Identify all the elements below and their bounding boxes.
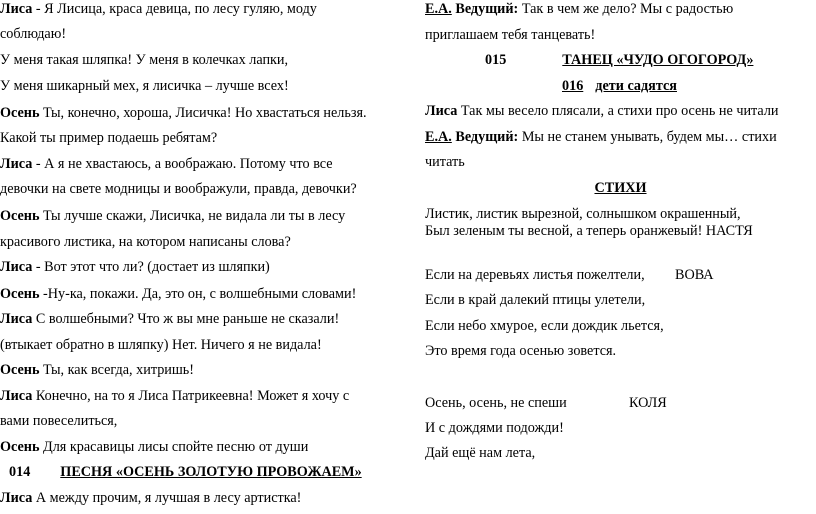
speaker: Лиса <box>0 311 33 327</box>
dance-title: ТАНЕЦ «ЧУДО ОГОГОРОД» <box>562 52 754 68</box>
line: Лиса - А я не хвастаюсь, а воображаю. Потому что все <box>0 156 333 172</box>
speaker: Осень <box>0 439 40 455</box>
line: Лиса С волшебными? Что ж вы мне раньше не сказали! <box>0 311 340 327</box>
line: Если небо хмурое, если дождик льется, <box>425 318 664 334</box>
line: Лиса - Вот этот что ли? (достает из шляпки) <box>0 259 270 275</box>
speaker: Лиса <box>0 388 33 404</box>
line: Если на деревьях листья пожелтели, ВОВА <box>425 267 714 283</box>
line: Осень, осень, не спеши КОЛЯ <box>425 395 667 411</box>
line: вами повеселиться, <box>0 413 118 429</box>
poems-heading: СТИХИ <box>594 180 647 196</box>
speaker: Осень <box>0 362 40 378</box>
line: Какой ты пример подаешь ребятам? <box>0 130 218 146</box>
dance-heading <box>485 51 753 69</box>
line: читать <box>425 154 465 170</box>
line: (втыкает обратно в шляпку) Нет. Ничего я не видала! <box>0 337 322 353</box>
speaker: Лиса <box>0 1 33 17</box>
song-title: ПЕСНЯ «ОСЕНЬ ЗОЛОТУЮ ПРОВОЖАЕМ» <box>60 464 362 480</box>
speaker: Осень <box>0 208 40 224</box>
speaker: Лиса <box>425 103 458 119</box>
line: Это время года осенью зовется. <box>425 343 617 359</box>
speaker: Лиса <box>0 259 33 275</box>
line: Лиса Конечно, на то я Лиса Патрикеевна! Может я хочу с <box>0 388 350 404</box>
line: Осень Ты лучше скажи, Лисичка, не видала ли ты в лесу <box>0 208 346 224</box>
line: Если в край далекий птицы улетели, <box>425 292 646 308</box>
item-number: 015 <box>485 52 507 68</box>
line: И с дождями подожди! <box>425 420 564 436</box>
item-number: 014 <box>9 464 31 480</box>
speaker: Лиса <box>0 156 33 172</box>
speaker: Е.А. <box>425 129 452 145</box>
line: Был зеленым ты весной, а теперь оранжевый! НАСТЯ <box>425 223 753 239</box>
sit-title: дети садятся <box>595 78 677 94</box>
reader-name: ВОВА <box>675 267 714 283</box>
line: Лиса - Я Лисица, краса девица, по лесу гуляю, моду <box>0 1 317 17</box>
line: Листик, листик вырезной, солнышком окрашенный, <box>425 206 741 222</box>
speaker: Осень <box>0 105 40 121</box>
line: Лиса А между прочим, я лучшая в лесу артистка! <box>0 490 302 506</box>
role: Ведущий: <box>451 129 519 145</box>
line: Осень Ты, конечно, хороша, Лисичка! Но хвастаться нельзя. <box>0 105 367 121</box>
sit-heading <box>562 77 677 95</box>
reader-name: КОЛЯ <box>629 395 667 411</box>
line: приглашаем тебя танцевать! <box>425 27 596 43</box>
speaker: Осень <box>0 286 40 302</box>
song-heading <box>9 463 362 481</box>
line: Е.А. Ведущий: Так в чем же дело? Мы с радостью <box>425 1 734 17</box>
line: Лиса Так мы весело плясали, а стихи про осень не читали <box>425 103 779 119</box>
speaker: Е.А. <box>425 1 452 17</box>
line: Е.А. Ведущий: Мы не станем унывать, будем мы… стихи <box>425 129 777 145</box>
line: Осень -Ну-ка, покажи. Да, это он, с волшебными словами! <box>0 286 357 302</box>
role: Ведущий: <box>451 1 519 17</box>
line: Осень Ты, как всегда, хитришь! <box>0 362 195 378</box>
line: У меня шикарный мех, я лисичка – лучше всех! <box>0 78 289 94</box>
speaker: Лиса <box>0 490 33 506</box>
line: соблюдаю! <box>0 26 67 42</box>
line: девочки на свете модницы и воображули, правда, девочки? <box>0 181 357 197</box>
line: Дай ещё нам лета, <box>425 445 536 461</box>
item-number: 016 <box>562 78 584 94</box>
line: красивого листика, на котором написаны слова? <box>0 234 291 250</box>
line: У меня такая шляпка! У меня в колечках лапки, <box>0 52 289 68</box>
line: Осень Для красавицы лисы спойте песню от души <box>0 439 309 455</box>
